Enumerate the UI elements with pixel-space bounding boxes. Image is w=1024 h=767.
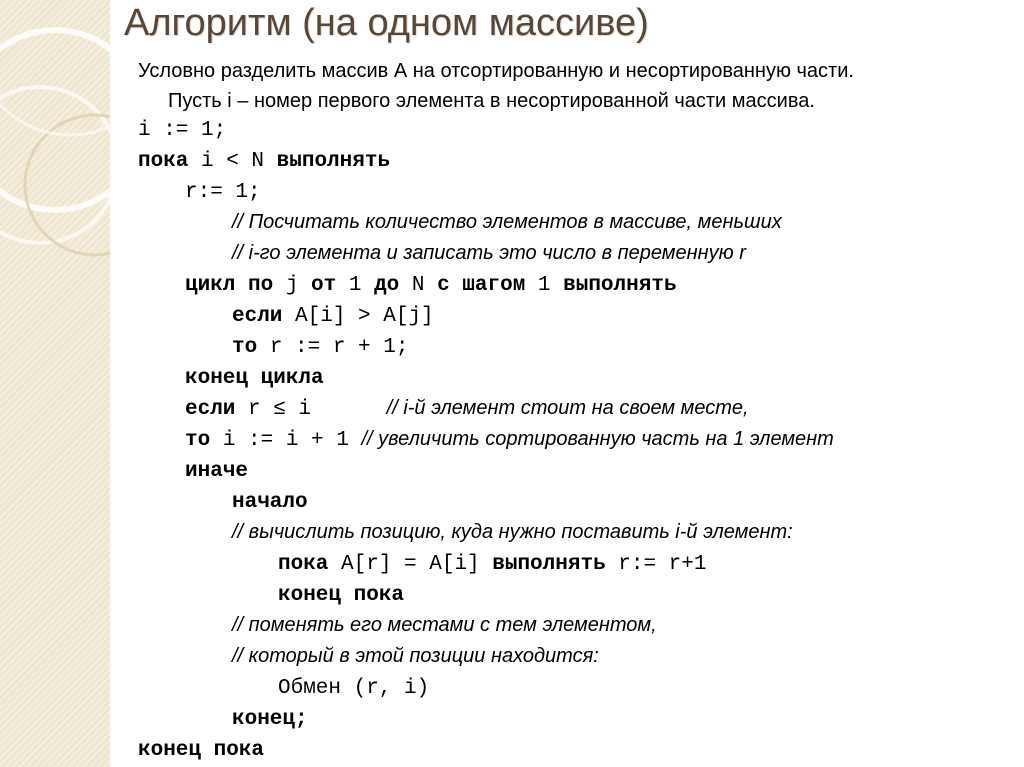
keyword: выполнять bbox=[276, 150, 391, 173]
keyword: конец цикла bbox=[185, 367, 324, 390]
decorative-circles bbox=[0, 0, 110, 767]
keyword: от bbox=[311, 274, 337, 297]
code-text: i := 1; bbox=[138, 119, 227, 142]
code-line bbox=[138, 114, 226, 144]
code-line bbox=[138, 145, 390, 175]
keyword: конец пока bbox=[138, 739, 265, 762]
code-line bbox=[232, 641, 599, 671]
keyword: конец пока bbox=[278, 584, 405, 607]
code-line bbox=[232, 703, 308, 733]
comment: // вычислить позицию, куда нужно поставить i-й элемент: bbox=[232, 521, 793, 543]
comment: // поменять его местами с тем элементом, bbox=[232, 614, 657, 636]
comment: // i-го элемента и записать это число в переменную r bbox=[232, 242, 746, 264]
code-text: 1 bbox=[525, 274, 564, 297]
code-text: r ≤ i bbox=[235, 398, 387, 421]
intro-line-1: Условно разделить массив А на отсортированную и несортированную части. bbox=[138, 60, 854, 82]
code-text: A[i] > A[j] bbox=[282, 305, 434, 328]
keyword: то bbox=[232, 336, 258, 359]
code-text: j bbox=[273, 274, 312, 297]
code-line bbox=[232, 300, 434, 330]
code-text: i := i + 1 bbox=[210, 429, 362, 452]
code-line bbox=[232, 486, 308, 516]
keyword: пока bbox=[138, 150, 189, 173]
code-line bbox=[185, 362, 324, 392]
code-text: r := r + 1; bbox=[257, 336, 409, 359]
code-text: i < N bbox=[188, 150, 277, 173]
code-line bbox=[232, 517, 793, 547]
code-text: r:= 1; bbox=[185, 181, 261, 204]
keyword: до bbox=[374, 274, 400, 297]
keyword: с шагом bbox=[437, 274, 526, 297]
code-text: Обмен (r, i) bbox=[278, 677, 430, 700]
intro-line-2: Пусть i – номер первого элемента в несортированной части массива. bbox=[168, 90, 815, 112]
code-line bbox=[278, 579, 404, 609]
code-line bbox=[185, 455, 248, 485]
code-line bbox=[232, 207, 782, 237]
keyword: если bbox=[185, 398, 236, 421]
keyword: если bbox=[232, 305, 283, 328]
keyword: цикл по bbox=[185, 274, 274, 297]
code-text: 1 bbox=[336, 274, 375, 297]
code-text: r:= r+1 bbox=[605, 553, 707, 576]
code-line bbox=[232, 238, 746, 268]
comment: // который в этой позиции находится: bbox=[232, 645, 599, 667]
code-line bbox=[278, 672, 429, 702]
keyword: конец; bbox=[232, 708, 308, 731]
keyword: иначе bbox=[185, 460, 249, 483]
keyword: выполнять bbox=[492, 553, 606, 576]
code-text: N bbox=[399, 274, 438, 297]
comment: // i-й элемент стоит на своем месте, bbox=[386, 397, 749, 419]
code-line bbox=[185, 393, 749, 423]
decorative-side-panel bbox=[0, 0, 110, 767]
keyword: то bbox=[185, 429, 211, 452]
code-text: A[r] = A[i] bbox=[328, 553, 493, 576]
code-line bbox=[232, 610, 657, 640]
code-line bbox=[185, 269, 677, 299]
keyword: выполнять bbox=[563, 274, 677, 297]
keyword: пока bbox=[278, 553, 329, 576]
code-line bbox=[185, 176, 261, 206]
slide-title: Алгоритм (на одном массиве) bbox=[124, 2, 649, 44]
code-line bbox=[138, 734, 264, 764]
code-line bbox=[232, 331, 408, 361]
code-line bbox=[278, 548, 707, 578]
comment: // увеличить сортированную часть на 1 элемент bbox=[361, 428, 834, 450]
comment: // Посчитать количество элементов в массиве, меньших bbox=[232, 211, 782, 233]
keyword: начало bbox=[232, 491, 308, 514]
code-line bbox=[185, 424, 834, 454]
